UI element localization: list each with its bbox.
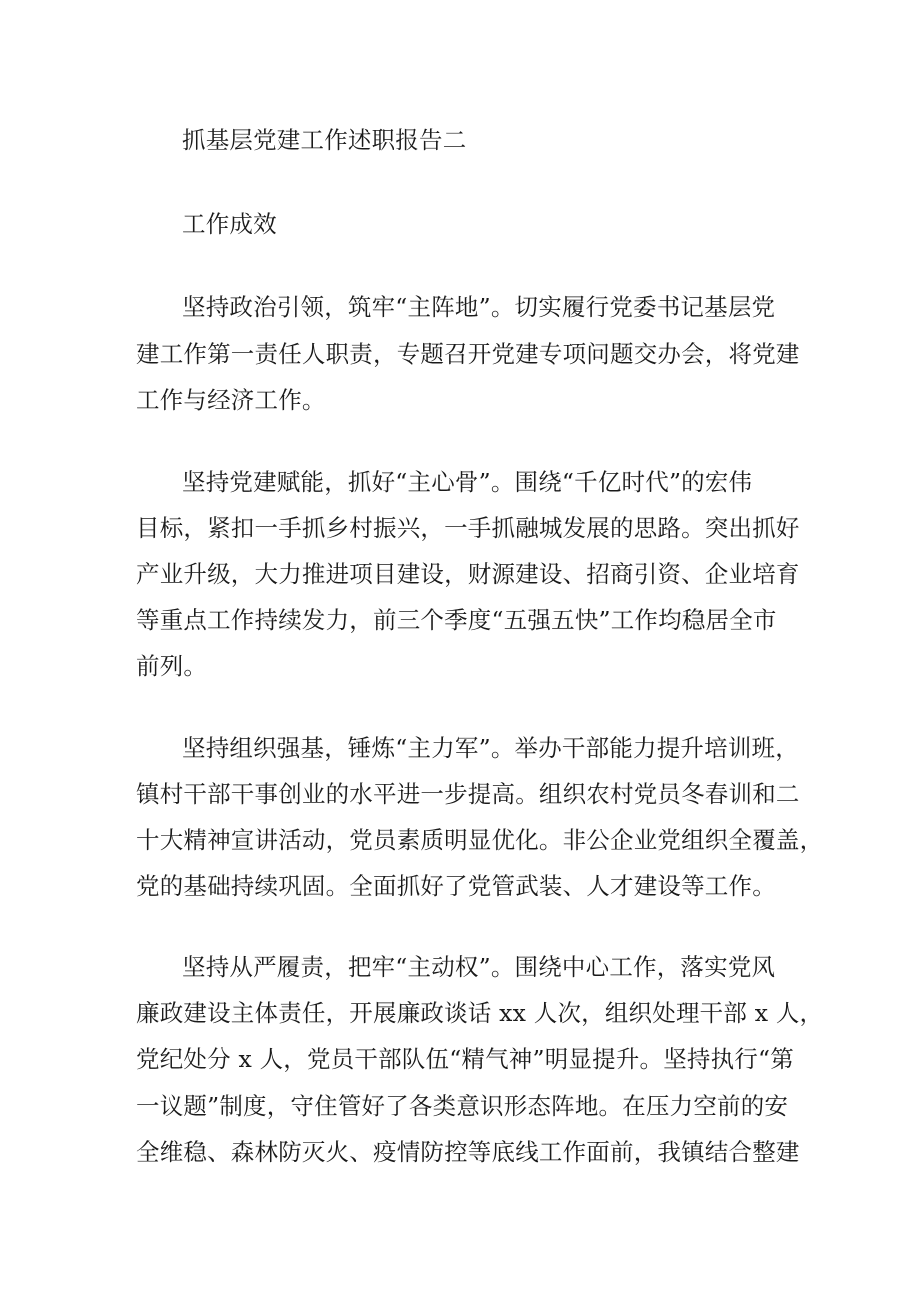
paragraph-2-line-5: 前列。: [136, 652, 208, 680]
paragraph-1-line-2: 建工作第一责任人职责，专题召开党建专项问题交办会，将党建: [136, 340, 800, 368]
paragraph-3-line-1: 坚持组织强基，锤炼“主力军”。举办干部能力提升培训班，: [182, 734, 799, 762]
paragraph-3-line-2: 镇村干部干事创业的水平进一步提高。组织农村党员冬春训和二: [136, 780, 800, 808]
paragraph-4-line-4: 一议题”制度，守住管好了各类意识形态阵地。在压力空前的安: [136, 1092, 789, 1120]
paragraph-2-line-4: 等重点工作持续发力，前三个季度“五强五快”工作均稳居全市: [136, 606, 777, 634]
paragraph-2-line-1: 坚持党建赋能，抓好“主心骨”。围绕“千亿时代”的宏伟: [182, 468, 753, 496]
paragraph-2-line-3: 产业升级，大力推进项目建设，财源建设、招商引资、企业培育: [136, 560, 800, 588]
paragraph-4-line-1: 坚持从严履责，把牢“主动权”。围绕中心工作，落实党风: [182, 953, 776, 981]
paragraph-4-line-5: 全维稳、森林防灭火、疫情防控等底线工作面前，我镇结合整建: [136, 1138, 800, 1166]
paragraph-4-line-3: 党纪处分 x 人，党员干部队伍“精气神”明显提升。坚持执行“第: [136, 1045, 794, 1073]
paragraph-3-line-4: 党的基础持续巩固。全面抓好了党管武装、人才建设等工作。: [136, 872, 776, 900]
paragraph-4-line-2: 廉政建设主体责任，开展廉政谈话 xx 人次，组织处理干部 x 人，: [136, 999, 824, 1027]
section-heading: 工作成效: [182, 210, 277, 238]
paragraph-2-line-2: 目标，紧扣一手抓乡村振兴，一手抓融城发展的思路。突出抓好: [136, 514, 800, 542]
document-title: 抓基层党建工作述职报告二: [182, 126, 467, 154]
paragraph-3-line-3: 十大精神宣讲活动，党员素质明显优化。非公企业党组织全覆盖，: [136, 826, 824, 854]
paragraph-1-line-1: 坚持政治引领，筑牢“主阵地”。切实履行党委书记基层党: [182, 293, 776, 321]
paragraph-1-line-3: 工作与经济工作。: [136, 386, 326, 414]
